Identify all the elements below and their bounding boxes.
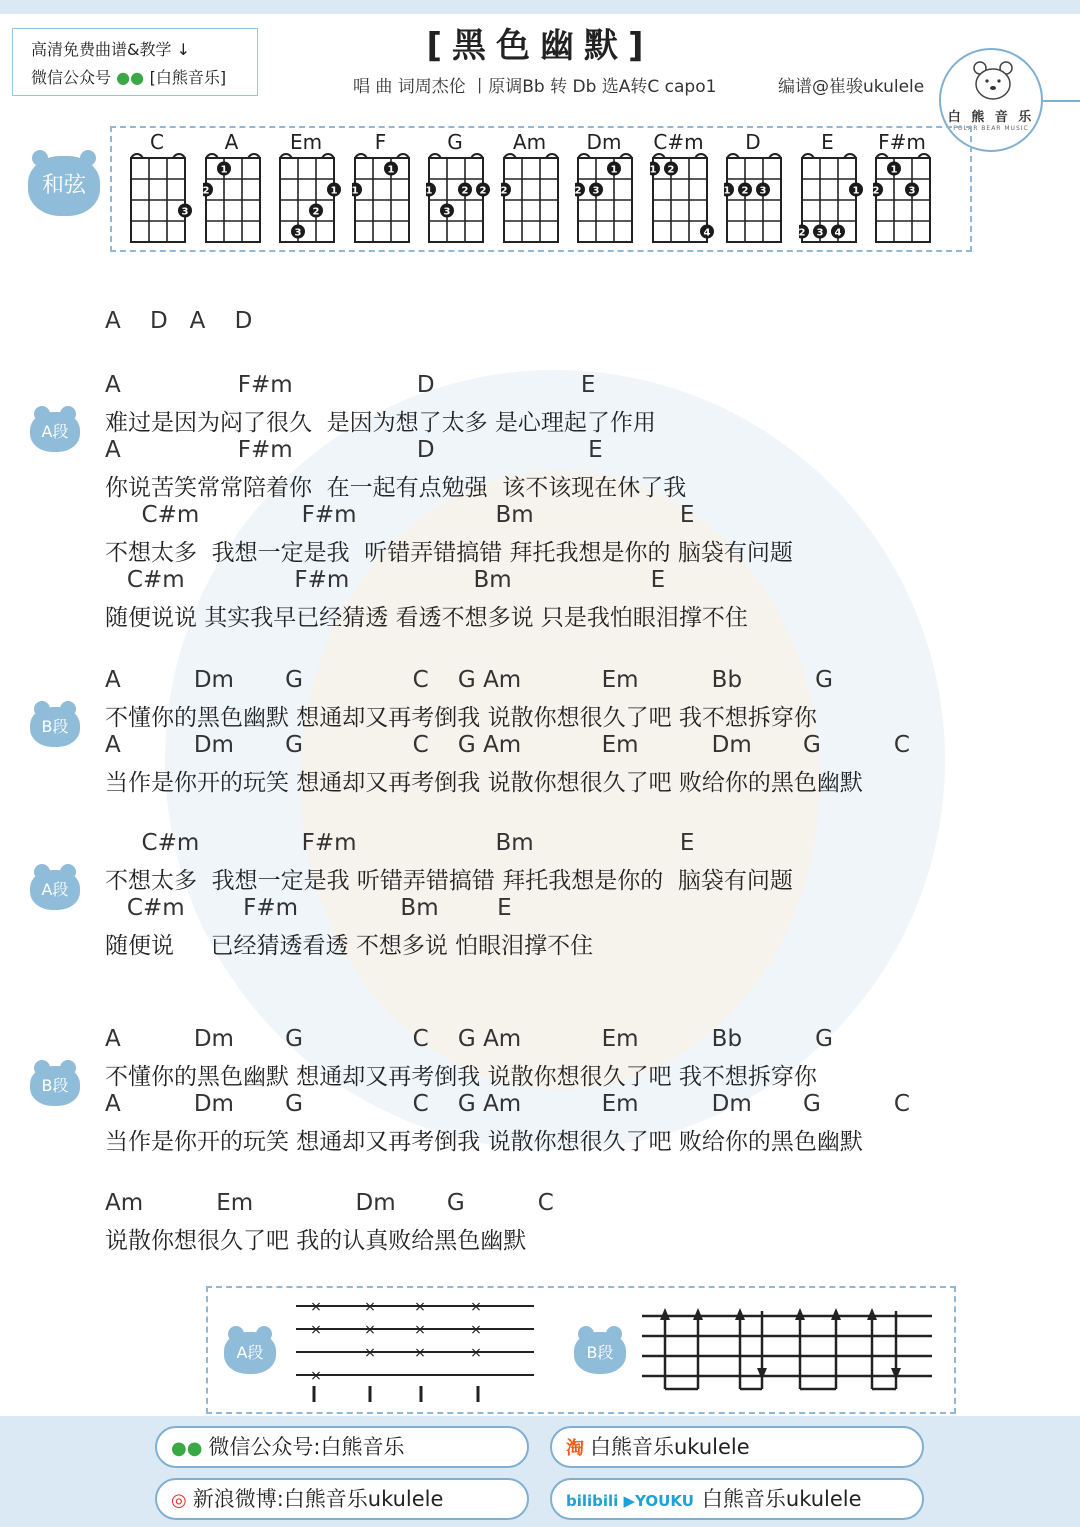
finger-number: 1 xyxy=(890,164,898,176)
finger-number: 2 xyxy=(202,185,209,197)
finger-number: 4 xyxy=(834,227,841,239)
finger-number: 2 xyxy=(312,206,320,218)
finger-number: 1 xyxy=(724,185,731,197)
rhythm-panel xyxy=(206,1286,956,1414)
finger-number: 2 xyxy=(798,227,805,239)
svg-text:×: × xyxy=(310,1368,322,1384)
chord-line: A Dm G C G Am Em Dm G C xyxy=(105,1091,910,1117)
finger-number: 1 xyxy=(220,164,227,176)
lyric-line: 不想太多 我想一定是我 听错弄错搞错 拜托我想是你的 脑袋有问题 xyxy=(105,868,793,894)
finger-number: 1 xyxy=(351,185,358,197)
finger-number: 1 xyxy=(610,164,618,176)
svg-text:×: × xyxy=(414,1345,426,1361)
lyric-line: 不懂你的黑色幽默 想通却又再考倒我 说散你想很久了吧 我不想拆穿你 xyxy=(105,705,817,731)
chord-diagram xyxy=(352,152,418,248)
rhythm-b-badge: B段 xyxy=(574,1332,626,1374)
finger-number: 3 xyxy=(592,185,600,197)
video-pill[interactable] xyxy=(550,1478,924,1520)
finger-number: 2 xyxy=(500,185,507,197)
chord-name: C xyxy=(150,130,164,154)
lyric-line: 当作是你开的玩笑 想通却又再考倒我 说散你想很久了吧 败给你的黑色幽默 xyxy=(105,770,863,796)
chord-badge: 和弦 xyxy=(28,156,100,216)
wechat-pill[interactable] xyxy=(155,1426,529,1468)
credit-editor: 编谱@崔骏ukulele xyxy=(778,77,925,97)
svg-text:×: × xyxy=(470,1345,482,1361)
credit-singer: 唱 曲 词周杰伦 丨原调Bb 转 Db 选A转C capo1 xyxy=(353,77,717,97)
chord-name: Am xyxy=(512,130,547,154)
finger-number: 2 xyxy=(479,185,487,197)
lyric-line: 随便说说 其实我早已经猜透 看透不想多说 只是我怕眼泪撑不住 xyxy=(105,605,748,631)
lyric-line: 不懂你的黑色幽默 想通却又再考倒我 说散你想很久了吧 我不想拆穿你 xyxy=(105,1064,817,1090)
chord-line: A Dm G C G Am Em Bb G xyxy=(105,667,833,693)
chord-line: Am Em Dm G C xyxy=(105,1190,554,1216)
finger-number: 2 xyxy=(575,185,582,197)
section-badge: A段 xyxy=(30,412,80,452)
rhythm-a-badge: A段 xyxy=(224,1332,276,1374)
finger-number: 1 xyxy=(387,164,394,176)
svg-text:×: × xyxy=(364,1345,376,1361)
svg-text:×: × xyxy=(364,1322,376,1338)
top-bar xyxy=(0,0,1080,14)
chord-diagram xyxy=(277,152,343,248)
chord-name: F#m xyxy=(878,130,926,154)
chord-line: C#m F#m Bm E xyxy=(105,895,512,921)
lyric-line: 当作是你开的玩笑 想通却又再考倒我 说散你想很久了吧 败给你的黑色幽默 xyxy=(105,1129,863,1155)
chord-name: G xyxy=(447,130,463,154)
svg-text:×: × xyxy=(414,1322,426,1338)
intro-chords: A D A D xyxy=(105,308,253,334)
chord-line: A Dm G C G Am Em Dm G C xyxy=(105,732,910,758)
chord-diagram xyxy=(724,152,790,248)
chord-line: A F#m D E xyxy=(105,437,603,463)
svg-text:×: × xyxy=(310,1299,322,1315)
finger-number: 3 xyxy=(908,185,916,197)
polar-bear-icon xyxy=(968,58,1018,102)
chord-diagram xyxy=(650,152,716,248)
section-badge: B段 xyxy=(30,1066,80,1106)
taobao-icon: 淘 xyxy=(566,1438,584,1459)
strum-pattern-b xyxy=(640,1306,940,1396)
weibo-label: 新浪微博:白熊音乐ukulele xyxy=(192,1487,444,1511)
chord-line: C#m F#m Bm E xyxy=(105,567,666,593)
finger-number: 3 xyxy=(816,227,823,239)
chord-name: Dm xyxy=(586,130,622,154)
promo-line-2 xyxy=(31,65,226,88)
chord-diagram xyxy=(203,152,269,248)
finger-number: 2 xyxy=(461,185,469,197)
svg-text:×: × xyxy=(364,1299,376,1315)
chord-diagram xyxy=(501,152,567,248)
chord-diagram xyxy=(426,152,492,248)
section-badge: B段 xyxy=(30,707,80,747)
chord-name: F xyxy=(374,130,387,154)
finger-number: 1 xyxy=(330,185,338,197)
svg-text:×: × xyxy=(414,1299,426,1315)
finger-number: 4 xyxy=(703,227,710,239)
chord-name: C#m xyxy=(653,130,704,154)
svg-text:×: × xyxy=(470,1322,482,1338)
logo-text: 白 熊 音 乐 xyxy=(947,110,1035,125)
svg-text:×: × xyxy=(310,1322,322,1338)
weibo-pill[interactable] xyxy=(155,1478,529,1520)
lyric-line: 难过是因为闷了很久 是因为想了太多 是心理起了作用 xyxy=(105,410,656,436)
logo-subtext: POLAR BEAR MUSIC xyxy=(953,125,1029,132)
logo-line xyxy=(1043,100,1080,102)
chord-name: E xyxy=(821,130,834,154)
promo-line-1: 高清免费曲谱&教学 ↓ xyxy=(31,40,190,59)
finger-number: 1 xyxy=(852,185,859,197)
chord-name: A xyxy=(224,130,239,154)
chord-diagram xyxy=(799,152,865,248)
finger-number: 2 xyxy=(873,185,880,197)
finger-number: 1 xyxy=(649,164,656,176)
promo-account: [白熊音乐] xyxy=(149,68,227,87)
chord-name: D xyxy=(745,130,761,154)
lyric-line: 不想太多 我想一定是我 听错弄错搞错 拜托我想是你的 脑袋有问题 xyxy=(105,540,793,566)
wechat-icon: ●● xyxy=(116,68,150,87)
chord-diagram xyxy=(873,152,939,248)
finger-number: 3 xyxy=(181,206,189,218)
chord-line: A Dm G C G Am Em Bb G xyxy=(105,1026,833,1052)
song-title: [黑色幽默] xyxy=(426,26,654,66)
finger-number: 1 xyxy=(426,185,433,197)
lyric-line: 你说苦笑常常陪着你 在一起有点勉强 该不该现在休了我 xyxy=(105,475,687,501)
promo-wechat-label: 微信公众号 xyxy=(31,68,112,87)
lyric-line: 说散你想很久了吧 我的认真败给黑色幽默 xyxy=(105,1228,527,1254)
finger-number: 3 xyxy=(443,206,451,218)
wechat-icon: ●● xyxy=(171,1438,203,1459)
chord-name: Em xyxy=(289,130,323,154)
chord-line: C#m F#m Bm E xyxy=(105,502,695,528)
chord-diagram xyxy=(128,152,194,248)
taobao-pill[interactable] xyxy=(550,1426,924,1468)
taobao-label: 白熊音乐ukulele xyxy=(590,1435,750,1459)
lyric-line: 随便说 已经猜透看透 不想多说 怕眼泪撑不住 xyxy=(105,933,594,959)
finger-number: 2 xyxy=(667,164,674,176)
bilibili-youku-icon: bilibili ▶YOUKU xyxy=(566,1492,694,1510)
section-badge: A段 xyxy=(30,870,80,910)
chord-line: C#m F#m Bm E xyxy=(105,830,695,856)
finger-number: 2 xyxy=(741,185,749,197)
weibo-icon: ◎ xyxy=(171,1490,187,1511)
chord-diagram xyxy=(575,152,641,248)
chord-line: A F#m D E xyxy=(105,372,596,398)
finger-number: 3 xyxy=(294,227,302,239)
strum-pattern-a xyxy=(294,1294,544,1404)
wechat-label: 微信公众号:白熊音乐 xyxy=(208,1435,405,1459)
finger-number: 3 xyxy=(759,185,767,197)
svg-text:×: × xyxy=(470,1299,482,1315)
video-label: 白熊音乐ukulele xyxy=(701,1487,862,1511)
